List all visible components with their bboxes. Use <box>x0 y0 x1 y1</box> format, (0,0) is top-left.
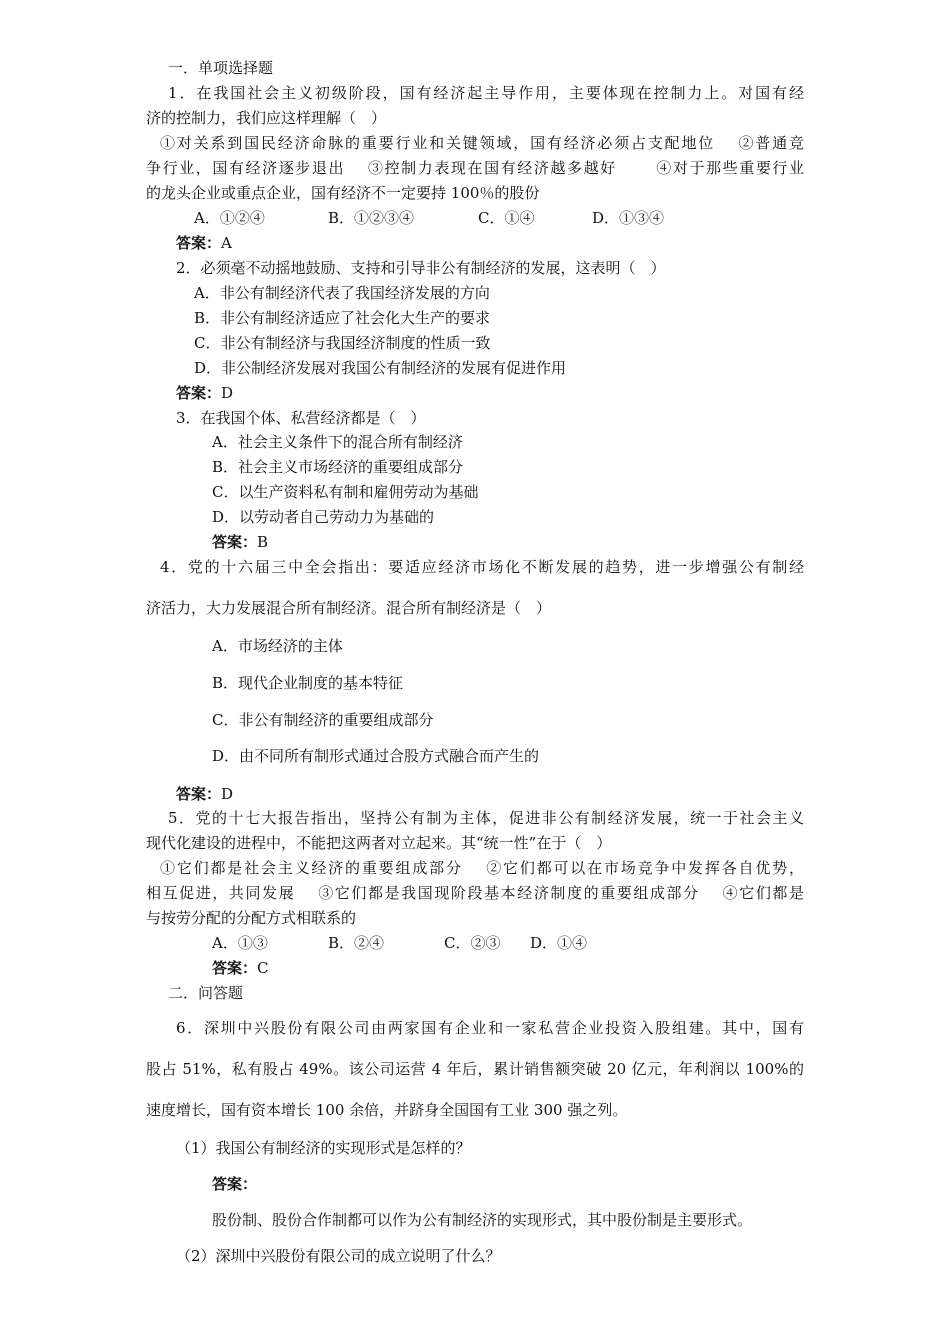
q2-option-b: B．非公有制经济适应了社会化大生产的要求 <box>194 309 491 327</box>
answer-label: 答案： <box>176 384 222 402</box>
answer-label: 答案： <box>212 533 258 551</box>
q6-sub1-question: （1）我国公有制经济的实现形式是怎样的？ <box>176 1139 471 1157</box>
q6-stem-line-2: 股占 51%，私有股占 49%。该公司运营 4 年后，累计销售额突破 20 亿元，年利润以 100%的 <box>146 1060 804 1078</box>
section-title-choice: 一．单项选择题 <box>168 59 274 77</box>
q3-option-a: A．社会主义条件下的混合所有制经济 <box>212 433 463 451</box>
answer-value: D <box>221 384 234 402</box>
answer-label: 答案： <box>212 959 258 977</box>
q4-option-b: B．现代企业制度的基本特征 <box>212 674 404 692</box>
q2-option-c: C．非公有制经济与我国经济制度的性质一致 <box>194 334 491 352</box>
q1-option-d: D．①③④ <box>592 209 665 227</box>
q6-sub1-answer: 股份制、股份合作制都可以作为公有制经济的实现形式，其中股份制是主要形式。 <box>212 1211 753 1229</box>
q1-answer <box>176 233 232 253</box>
q5-options <box>212 933 712 953</box>
q1-body-line-2: 争行业，国有经济逐步退出 ③控制力表现在国有经济越多越好 ④对于那些重要行业 <box>146 159 804 177</box>
answer-label: 答案： <box>176 785 222 803</box>
q5-body-line-3: 与按劳分配的分配方式相联系的 <box>146 909 357 927</box>
answer-value: C <box>257 959 269 977</box>
q5-option-a: A．①③ <box>212 934 268 952</box>
q1-option-a: A．①②④ <box>194 209 265 227</box>
q5-option-b: B．②④ <box>328 934 385 952</box>
answer-value: A <box>221 234 232 252</box>
q5-answer <box>212 958 269 978</box>
q1-stem-line-2: 济的控制力，我们应这样理解（ ） <box>146 109 387 127</box>
q2-answer <box>176 383 233 403</box>
section-title-qa: 二．问答题 <box>168 984 244 1002</box>
q1-option-c: C．①④ <box>478 209 535 227</box>
q2-option-a: A．非公有制经济代表了我国经济发展的方向 <box>194 284 490 302</box>
q4-option-d: D．由不同所有制形式通过合股方式融合而产生的 <box>212 747 540 765</box>
q3-option-b: B．社会主义市场经济的重要组成部分 <box>212 458 464 476</box>
q3-answer <box>212 532 268 552</box>
q6-stem-line-1: 6．深圳中兴股份有限公司由两家国有企业和一家私营企业投资入股组建。其中，国有 <box>176 1019 804 1037</box>
q4-option-a: A．市场经济的主体 <box>212 637 343 655</box>
q5-body-line-1: ①它们都是社会主义经济的重要组成部分 ②它们都可以在市场竞争中发挥各自优势， <box>160 859 804 877</box>
q1-body-line-3: 的龙头企业或重点企业，国有经济不一定要持 100％的股份 <box>146 184 540 202</box>
q1-options <box>194 208 794 228</box>
q6-stem-line-3: 速度增长，国有资本增长 100 余倍，并跻身全国国有工业 300 强之列。 <box>146 1101 628 1119</box>
q4-answer <box>176 784 233 804</box>
q2-option-d: D．非公制经济发展对我国公有制经济的发展有促进作用 <box>194 359 567 377</box>
q6-sub1-answer-label: 答案： <box>212 1175 258 1193</box>
q4-stem-line-2: 济活力，大力发展混合所有制经济。混合所有制经济是（ ） <box>146 599 552 617</box>
q1-body-line-1: ①对关系到国民经济命脉的重要行业和关键领域，国有经济必须占支配地位 ②普通竞 <box>160 134 804 152</box>
q3-stem: 3．在我国个体、私营经济都是（ ） <box>176 409 426 427</box>
q6-sub2-question: （2）深圳中兴股份有限公司的成立说明了什么？ <box>176 1247 501 1265</box>
q1-stem-line-1: 1．在我国社会主义初级阶段，国有经济起主导作用，主要体现在控制力上。对国有经 <box>168 84 804 102</box>
q1-option-b: B．①②③④ <box>328 209 415 227</box>
q5-option-d: D．①④ <box>530 934 588 952</box>
q3-option-c: C．以生产资料私有制和雇佣劳动为基础 <box>212 483 479 501</box>
q4-stem-line-1: 4．党的十六届三中全会指出：要适应经济市场化不断发展的趋势，进一步增强公有制经 <box>160 558 804 576</box>
q4-option-c: C．非公有制经济的重要组成部分 <box>212 711 434 729</box>
answer-value: D <box>221 785 234 803</box>
q3-option-d: D．以劳动者自己劳动力为基础的 <box>212 508 435 526</box>
answer-value: B <box>257 533 269 551</box>
answer-label: 答案： <box>176 234 222 252</box>
q5-body-line-2: 相互促进，共同发展 ③它们都是我国现阶段基本经济制度的重要组成部分 ④它们都是 <box>146 884 804 902</box>
q2-stem: 2．必须毫不动摇地鼓励、支持和引导非公有制经济的发展，这表明（ ） <box>176 259 666 277</box>
q5-stem-line-2: 现代化建设的进程中，不能把这两者对立起来。其“统一性”在于（ ） <box>146 834 612 852</box>
q5-option-c: C．②③ <box>444 934 501 952</box>
q5-stem-line-1: 5．党的十七大报告指出，坚持公有制为主体，促进非公有制经济发展，统一于社会主义 <box>168 809 804 827</box>
